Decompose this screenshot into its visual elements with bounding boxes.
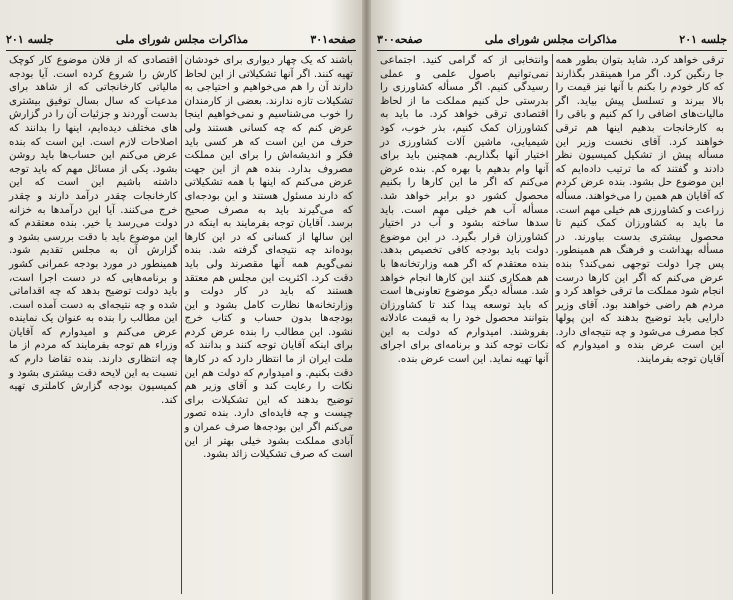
right-header-rule [377,50,727,51]
right-column-separator [552,54,553,594]
left-header-rule [6,50,356,51]
left-page-columns [6,54,356,594]
right-page-column-2 [377,54,552,594]
left-page-column-2-text: اقتصادی که از فلان موضوع کار کوچک کارش را شروع کرده است. آیا بودجه مالیاتی کارخانجاتی که از شاهد برای مدعیات که سال بسال توفیق بیشتری بدست آوردند و جزئیات آن را در گزارش های مختلف دیده‌ایم، اینها را بدانند که اصلاحات لازم است. این است که بنده عرض می‌کنم این حساب‌ها باید روشن بشود. یکی از مسائل مهم که باید توجه داشته باشیم این است که این کارخانجات چقدر درآمد دارند و چقدر خرج می‌کنند. آیا این درآمدها به خزانه دولت می‌رسد یا خیر. بنده معتقدم که این موضوع باید با دقت بررسی بشود و گزارش آن به مجلس تقدیم شود. همینطور در مورد بودجه عمرانی کشور و برنامه‌هایی که در دست اجرا است، باید دولت توضیح بدهد که چه اقداماتی شده و چه نتیجه‌ای به دست آمده است. این مطالب را بنده به عنوان یک نماینده عرض می‌کنم و امیدوارم که آقایان وزراء هم توجه بفرمایند که مردم از ما چه انتظاری دارند. بنده تقاضا دارم که نسبت به این لایحه دقت بیشتری بشود و کمیسیون بودجه گزارش کاملتری تهیه کند. [9,55,178,406]
book-gutter [362,0,371,600]
right-page [371,0,733,600]
left-page-session: جلسه ۲۰۱ [6,32,54,46]
right-page-column-2-text: وانتخابی از که گرامی کنید. اجتماعی نمی‌توانیم باصول علمی و عملی رسیدگی کنیم. اگر مسأله کشاورزی را بدرستی حل کنیم مملکت ما از لحاظ اقتصادی ترقی خواهد کرد. ما باید به کشاورزان کمک کنیم، بذر خوب، کود شیمیایی، ماشین آلات کشاورزی در اختیار آنها بگذاریم. همچنین باید برای آنها وام بدهیم با بهره کم. بنده عرض می‌کنم که اگر ما این کارها را بکنیم محصول کشور دو برابر خواهد شد. مسأله آب هم خیلی مهم است. باید سدها ساخته بشود و آب در اختیار کشاورزان قرار بگیرد. در این موضوع دولت باید بودجه کافی تخصیص بدهد. بنده معتقدم که اگر همه وزارتخانه‌ها با هم همکاری کنند این کارها انجام خواهد شد. مسأله دیگر موضوع تعاونی‌ها است که باید توسعه پیدا کند تا کشاورزان بتوانند محصول خود را به قیمت عادلانه بفروشند. امیدوارم که دولت به این نکات توجه کند و برنامه‌ای برای اجرای آنها تهیه نماید. این است عرض بنده. [380,55,549,366]
left-page-column-1 [182,54,357,594]
right-page-session: جلسه ۲۰۱ [679,32,727,46]
left-page-number: صفحه۳۰۱ [310,32,356,46]
right-page-header [377,30,727,48]
right-page-number: صفحه۳۰۰ [377,32,423,46]
left-page-header [6,30,356,48]
right-page-columns [377,54,727,594]
left-page-column-1-text: باشند که یک چهار دیواری برای خودشان تهیه کنند. اگر آنها تشکیلاتی از این لحاظ دارند آن را هم می‌خواهیم و احتیاجی به تشکیلات تازه ندارند. بعضی از کارمندان را خوب می‌شناسیم و نمی‌خواهیم اینجا عرض کنم که چه کسانی هستند ولی حرف من این است که هر کسی باید فکر و اندیشه‌اش را برای این مملکت مصروف بدارد. بنده هم از این جهت عرض می‌کنم که اینها با همه تشکیلاتی که دارند مسئول هستند و این بودجه‌ای که می‌گیرند باید به مصرف صحیح برسد. آقایان توجه بفرمایند به اینکه در این سالها از کسانی که در این کارها بوده‌اند چه نتیجه‌ای گرفته شد. بنده نمی‌گویم همه آنها مقصرند ولی باید دقت کرد. اکثریت این مجلس هم معتقد هستند که باید در کار دولت و وزارتخانه‌ها نظارت کامل بشود و این بودجه‌ها بدون حساب و کتاب خرج نشود. این مطالب را بنده عرض کردم برای اینکه آقایان توجه کنند و بدانند که ملت ایران از ما انتظار دارد که در کارها دقت بکنیم. و امیدوارم که دولت هم این نکات را رعایت کند و آقای وزیر هم توضیح بدهند که این تشکیلات برای چیست و چه فایده‌ای دارد. بنده تصور می‌کنم اگر این بودجه‌ها صرف عمران و آبادی مملکت بشود خیلی بهتر از این است که صرف تشکیلات زائد بشود. [184,55,353,461]
right-page-column-1-text: ترقی خواهد کرد. شاید بتوان بطور همه جا رنگین کرد. اگر مرا همینقدر بگذارند که کار خودم را بکنم با آنها نیز قیمت را بالا ببرند و تسلسل پیش بیاید. اگر مالیات‌های اضافی را کم کنیم و باقی را به کارخانجات بدهیم اینها هم ترقی خواهند کرد. آقای نخست وزیر این مسأله پیش از تشکیل کمیسیون نظر دادند و گفتند که ما ترتیب داده‌ایم که این موضوع حل بشود. بنده عرض کردم که آقایان هم همین را می‌خواهند. مسأله زراعت و کشاورزی هم خیلی مهم است. ما باید به کشاورزان کمک کنیم تا محصول بیشتری بدست بیاورند. در مسأله بهداشت و فرهنگ هم همینطور. پس چرا دولت توجهی نمی‌کند؟ بنده عرض می‌کنم که اگر این کارها درست انجام شود مملکت ما ترقی خواهد کرد و مردم هم راضی خواهند بود. آقای وزیر دارایی باید توضیح بدهند که این پولها کجا مصرف می‌شود و چه نتیجه‌ای دارد. این است عرض بنده و امیدوارم که آقایان توجه بفرمایند. [555,55,724,366]
left-column-separator [181,54,182,594]
left-page-title: مذاکرات مجلس شورای ملی [115,32,249,46]
left-page [0,0,362,600]
right-page-title: مذاکرات مجلس شورای ملی [484,32,618,46]
right-page-column-1 [553,54,728,594]
left-page-column-2 [6,54,181,594]
